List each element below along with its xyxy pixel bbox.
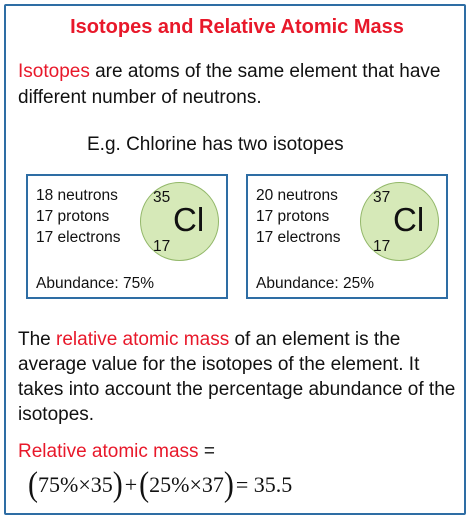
mass-number: 37 [373,189,391,206]
formula-equals-sign: = [198,441,215,462]
proton-count: 17 protons [36,208,110,225]
explanation-text-end: of an element is the average value for the isotopes of the element. It takes into account the percentage abundance of the isotopes. [18,329,456,425]
formula-label-text: Relative atomic mass [18,441,199,462]
page-title: Isotopes and Relative Atomic Mass [70,16,404,38]
element-symbol: Cl [393,201,425,238]
mass-number: 35 [153,189,171,206]
equation-term-2: 25%×37 [149,472,224,497]
formula-label [18,441,215,463]
neutron-count: 18 neutrons [36,187,118,204]
neutron-count: 20 neutrons [256,187,338,204]
open-paren: ( [139,465,150,504]
example-text: E.g. Chlorine has two isotopes [87,134,344,155]
plus-sign: + [124,472,138,497]
explanation-text-start: The [18,329,57,350]
equation-term-1: 75%×35 [38,472,113,497]
open-paren: ( [28,465,38,504]
relative-atomic-mass-equation [28,465,294,504]
isotopes-definition-text: are atoms of the same element that have different number of neutrons. [18,61,441,108]
isotope-particle-counts [36,185,120,248]
element-symbol: Cl [173,201,205,238]
equation-result: = 35.5 [235,472,293,497]
isotope-card-cl37 [246,174,448,299]
isotopes-term: Isotopes [18,61,90,82]
relative-atomic-mass-term: relative atomic mass [56,329,230,350]
atomic-number: 17 [153,238,171,255]
element-symbol-circle [140,182,219,261]
relative-atomic-mass-explanation [18,327,462,427]
abundance-label: Abundance: 25% [256,275,375,292]
isotopes-definition [18,59,458,111]
close-paren: ) [223,465,234,504]
proton-count: 17 protons [256,208,330,225]
isotope-card-cl35 [26,174,228,299]
element-symbol-circle [360,182,439,261]
electron-count: 17 electrons [256,229,341,246]
abundance-label: Abundance: 75% [36,275,155,292]
atomic-number: 17 [373,238,391,255]
isotope-particle-counts [256,185,340,248]
close-paren: ) [112,465,123,504]
electron-count: 17 electrons [36,229,121,246]
